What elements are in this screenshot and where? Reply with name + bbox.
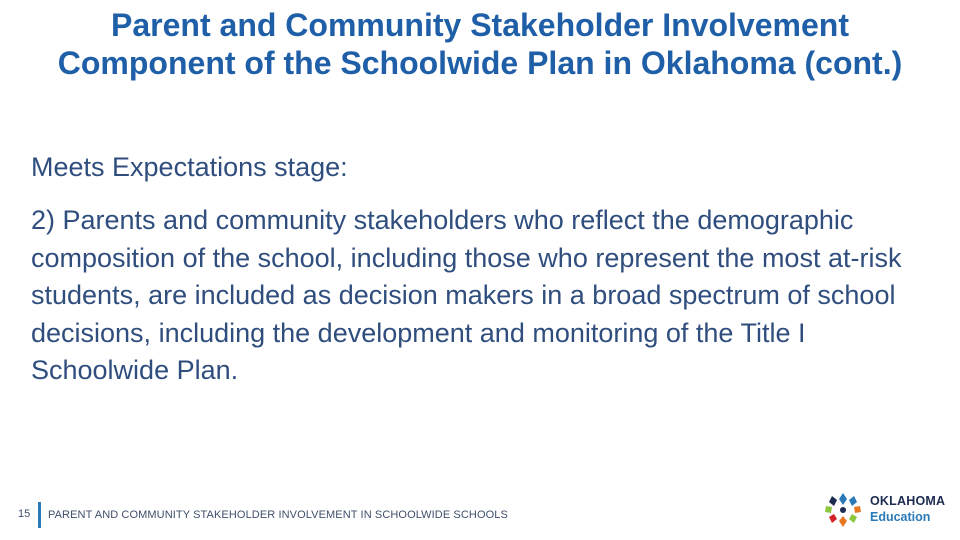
body-paragraph: 2) Parents and community stakeholders who reflect the demographic composition of the school, including those who represent the most at-risk students, are included as decision makers in a broad spectrum of school decisions, including the development and monitoring of the Title I Schoolwide Plan. [31,205,902,385]
footer-divider [38,502,41,528]
stage-label: Meets Expectations stage: [31,152,348,182]
page-number: 15 [18,508,31,520]
footer-text: PARENT AND COMMUNITY STAKEHOLDER INVOLVEMENT IN SCHOOLWIDE SCHOOLS [48,509,508,521]
oklahoma-education-logo-icon [820,490,866,530]
oklahoma-education-logo [820,490,950,530]
logo-text-education: Education [870,510,931,524]
slide-title: Parent and Community Stakeholder Involvement Component of the Schoolwide Plan in Oklahoma (cont.) [57,7,903,81]
logo-text-oklahoma: OKLAHOMA [870,494,946,508]
